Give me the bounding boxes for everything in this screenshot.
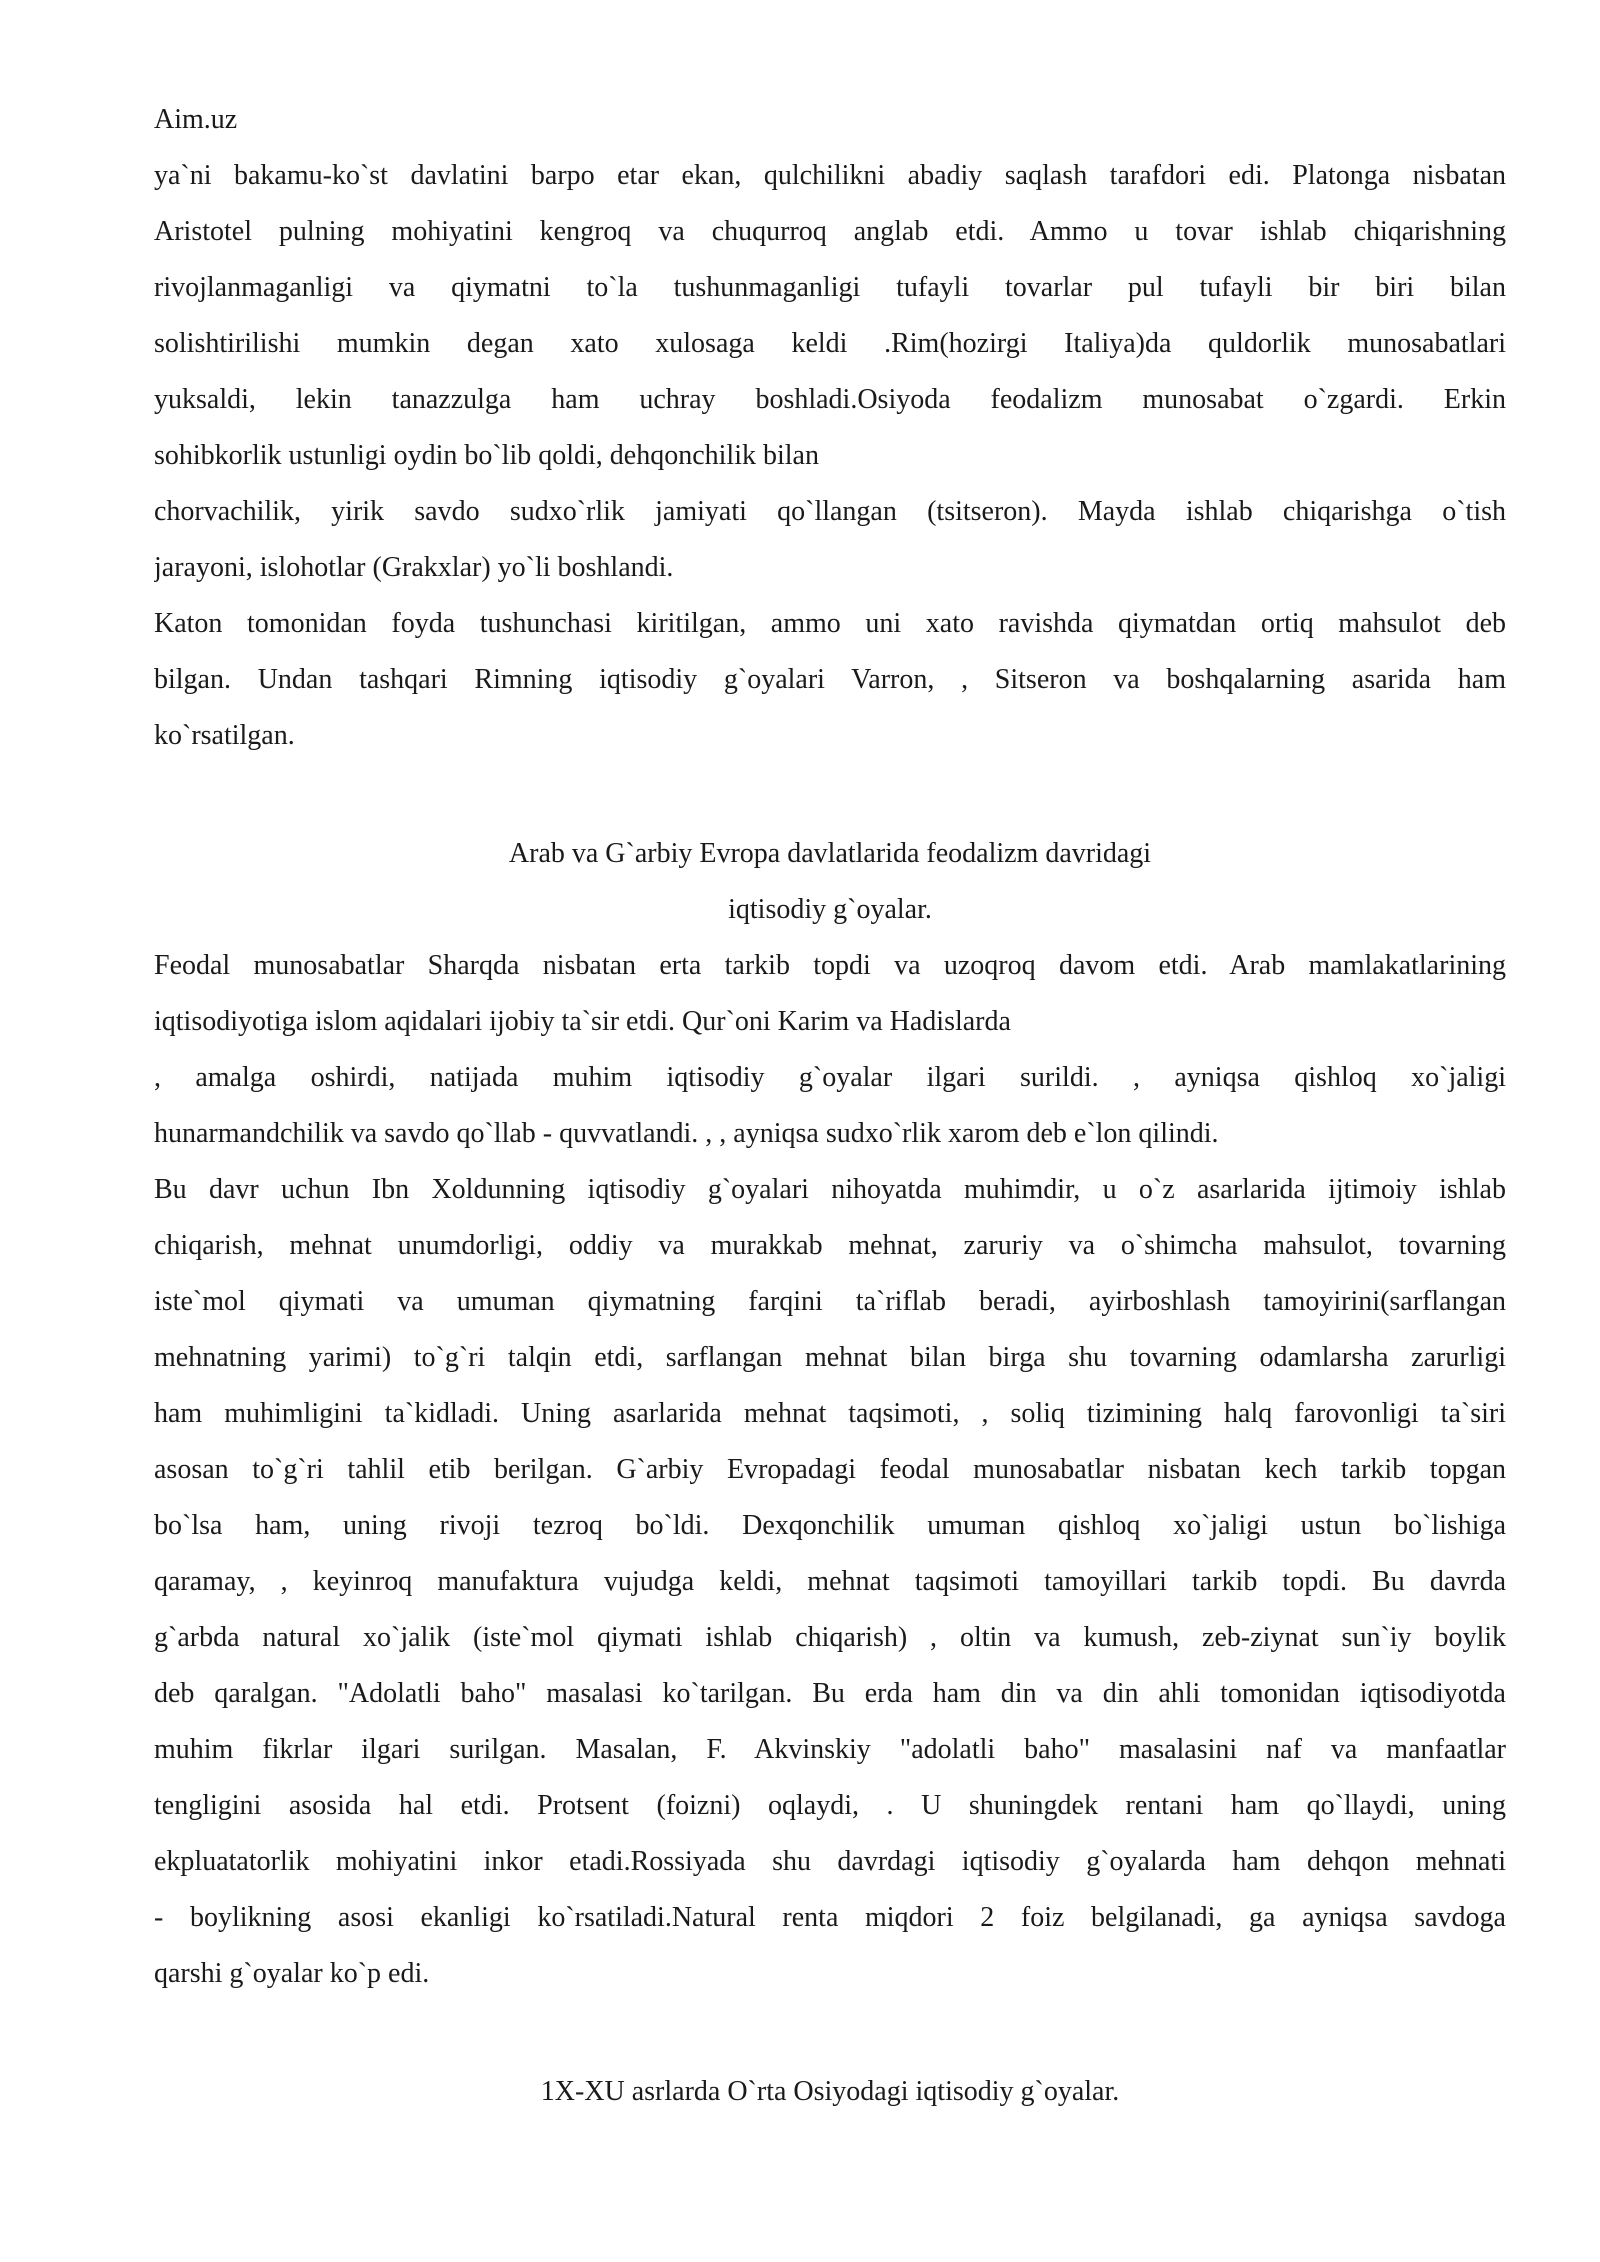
- text-line: Katon tomonidan foyda tushunchasi kiritilgan, ammo uni xato ravishda qiymatdan ortiq mahsulot deb: [154, 608, 1506, 639]
- text-line: iste`mol qiymati va umuman qiymatning farqini ta`riflab beradi, ayirboshlash tamoyirini(sarflangan: [154, 1286, 1506, 1317]
- text-line: chorvachilik, yirik savdo sudxo`rlik jamiyati qo`llangan (tsitseron). Mayda ishlab chiqarishga o`tish: [154, 496, 1506, 527]
- text-line: asosan to`g`ri tahlil etib berilgan. G`arbiy Evropadagi feodal munosabatlar nisbatan kech tarkib topgan: [154, 1454, 1506, 1485]
- text-line: rivojlanmaganligi va qiymatni to`la tushunmaganligi tufayli tovarlar pul tufayli bir biri bilan: [154, 272, 1506, 303]
- text-line: qarshi g`oyalar ko`p edi.: [154, 1958, 430, 1989]
- text-line: yuksaldi, lekin tanazzulga ham uchray boshladi.Osiyoda feodalizm munosabat o`zgardi. Erkin: [154, 384, 1506, 415]
- document-page: [154, 92, 1506, 2120]
- text-line: sohibkorlik ustunligi oydin bo`lib qoldi, dehqonchilik bilan: [154, 440, 819, 471]
- section2-paragraphs: [154, 938, 1506, 2002]
- text-line: hunarmandchilik va savdo qo`llab - quvvatlandi. , , ayniqsa sudxo`rlik xarom deb e`lon qilindi.: [154, 1118, 1219, 1149]
- text-line: - boylikning asosi ekanligi ko`rsatiladi.Natural renta miqdori 2 foiz belgilanadi, ga ayniqsa savdoga: [154, 1902, 1506, 1933]
- text-line: qaramay, , keyinroq manufaktura vujudga keldi, mehnat taqsimoti tamoyillari tarkib topdi. Bu davrda: [154, 1566, 1506, 1597]
- text-line: tengligini asosida hal etdi. Protsent (foizni) oqlaydi, . U shuningdek rentani ham qo`llaydi, uning: [154, 1790, 1506, 1821]
- text-line: , amalga oshirdi, natijada muhim iqtisodiy g`oyalar ilgari surildi. , ayniqsa qishloq xo`jaligi: [154, 1062, 1506, 1093]
- text-line: ekpluatatorlik mohiyatini inkor etadi.Rossiyada shu davrdagi iqtisodiy g`oyalarda ham dehqon mehnati: [154, 1846, 1506, 1877]
- text-line: bilgan. Undan tashqari Rimning iqtisodiy g`oyalari Varron, , Sitseron va boshqalarning asarida ham: [154, 664, 1506, 695]
- heading-line: iqtisodiy g`oyalar.: [728, 894, 932, 925]
- section1-paragraphs: [154, 148, 1506, 764]
- text-line: muhim fikrlar ilgari surilgan. Masalan, F. Akvinskiy "adolatli baho" masalasini naf va manfaatlar: [154, 1734, 1506, 1765]
- text-line: Aristotel pulning mohiyatini kengroq va chuqurroq anglab etdi. Ammo u tovar ishlab chiqarishning: [154, 216, 1506, 247]
- text-line: mehnatning yarimi) to`g`ri talqin etdi, sarflangan mehnat bilan birga shu tovarning odamlarsha zarurligi: [154, 1342, 1506, 1373]
- heading-line: Arab va G`arbiy Evropa davlatlarida feodalizm davridagi: [508, 838, 1152, 869]
- text-line: ko`rsatilgan.: [154, 720, 295, 751]
- heading-line: 1X-XU asrlarda O`rta Osiyodagi iqtisodiy g`oyalar.: [540, 2076, 1120, 2107]
- text-line: chiqarish, mehnat unumdorligi, oddiy va murakkab mehnat, zaruriy va o`shimcha mahsulot, tovarning: [154, 1230, 1506, 1261]
- text-line: Feodal munosabatlar Sharqda nisbatan erta tarkib topdi va uzoqroq davom etdi. Arab mamlakatlarining: [154, 950, 1506, 981]
- text-line: iqtisodiyotiga islom aqidalari ijobiy ta`sir etdi. Qur`oni Karim va Hadislarda: [154, 1006, 1011, 1037]
- text-line: bo`lsa ham, uning rivoji tezroq bo`ldi. Dexqonchilik umuman qishloq xo`jaligi ustun bo`lishiga: [154, 1510, 1506, 1541]
- text-line: ham muhimligini ta`kidladi. Uning asarlarida mehnat taqsimoti, , soliq tizimining halq farovonligi ta`siri: [154, 1398, 1506, 1429]
- text-line: g`arbda natural xo`jalik (iste`mol qiymati ishlab chiqarish) , oltin va kumush, zeb-ziynat sun`iy boylik: [154, 1622, 1506, 1653]
- section-heading-feudalism: [154, 826, 1506, 938]
- text-line: ya`ni bakamu-ko`st davlatini barpo etar ekan, qulchilikni abadiy saqlash tarafdori edi. Platonga nisbatan: [154, 160, 1506, 191]
- section-heading-central-asia: [154, 2064, 1506, 2120]
- text-line: solishtirilishi mumkin degan xato xulosaga keldi .Rim(hozirgi Italiya)da quldorlik munosabatlari: [154, 328, 1506, 359]
- text-line: Bu davr uchun Ibn Xoldunning iqtisodiy g`oyalari nihoyatda muhimdir, u o`z asarlarida ijtimoiy ishlab: [154, 1174, 1506, 1205]
- text-line: jarayoni, islohotlar (Grakxlar) yo`li boshlandi.: [154, 552, 674, 583]
- section-spacer: [154, 764, 1506, 826]
- site-header: Aim.uz: [154, 104, 238, 135]
- section-spacer: [154, 2002, 1506, 2064]
- text-line: deb qaralgan. "Adolatli baho" masalasi ko`tarilgan. Bu erda ham din va din ahli tomonidan iqtisodiyotda: [154, 1678, 1506, 1709]
